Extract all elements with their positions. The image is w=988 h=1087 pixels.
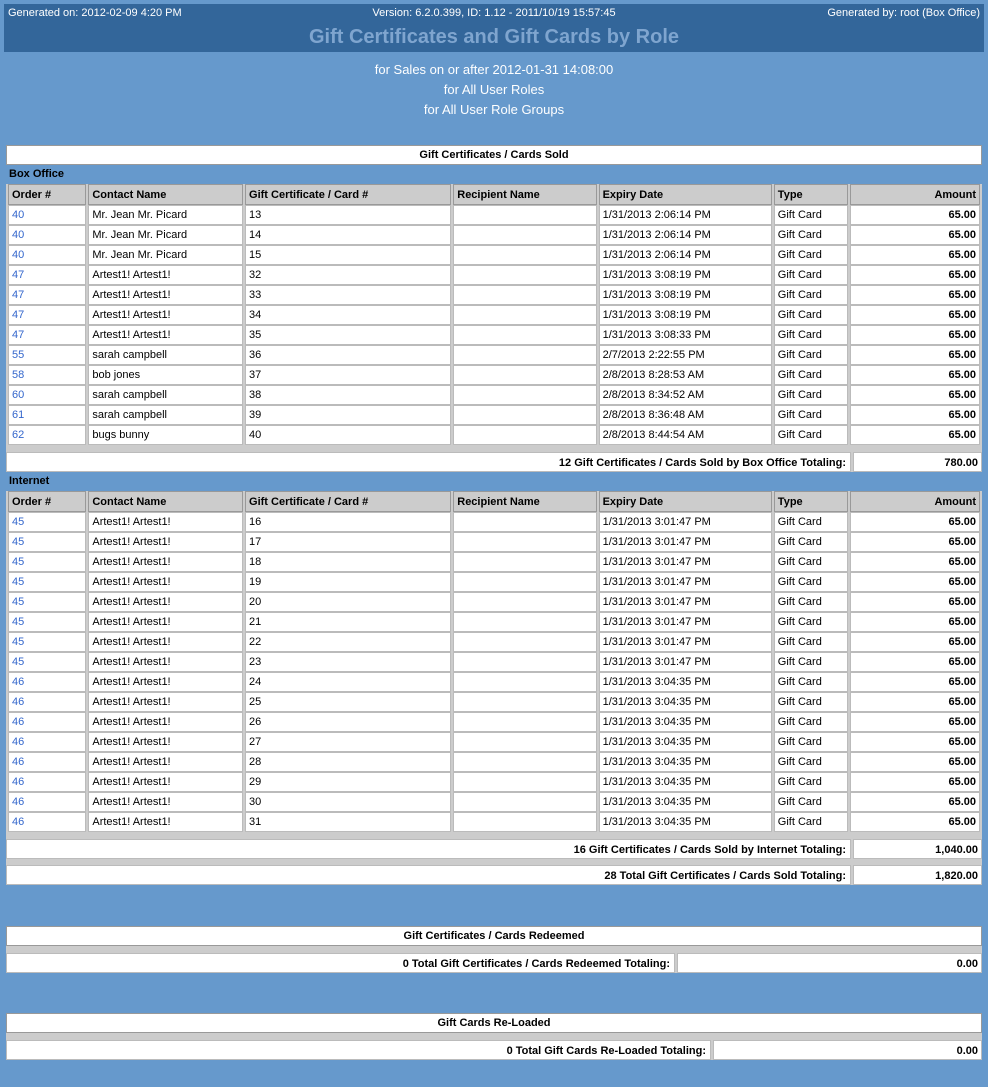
table-cell: 1/31/2013 3:01:47 PM (599, 572, 772, 592)
table-cell (453, 225, 596, 245)
sold-section (6, 145, 982, 885)
table-row (8, 365, 980, 385)
table-row (8, 812, 980, 832)
table-cell (453, 732, 596, 752)
table-cell: Gift Card (774, 752, 848, 772)
table-cell: Gift Card (774, 532, 848, 552)
table-cell: 27 (245, 732, 451, 752)
table-row (8, 792, 980, 812)
table-cell: sarah campbell (88, 405, 243, 425)
table-row (8, 405, 980, 425)
amount-cell: 65.00 (850, 225, 980, 245)
table-cell (453, 752, 596, 772)
order-link[interactable]: 46 (8, 732, 86, 752)
amount-cell: 65.00 (850, 285, 980, 305)
sold-table (6, 491, 982, 832)
order-link[interactable]: 47 (8, 325, 86, 345)
group-total-row (6, 452, 982, 472)
table-cell: 1/31/2013 3:04:35 PM (599, 732, 772, 752)
table-cell: 14 (245, 225, 451, 245)
amount-cell: 65.00 (850, 365, 980, 385)
grand-total-row (6, 865, 982, 885)
table-cell: Gift Card (774, 425, 848, 445)
group-total-value: 1,040.00 (853, 839, 982, 859)
table-cell: 1/31/2013 3:01:47 PM (599, 632, 772, 652)
redeemed-total-row (6, 953, 982, 973)
table-cell: 2/8/2013 8:34:52 AM (599, 385, 772, 405)
table-cell: Artest1! Artest1! (88, 285, 243, 305)
reloaded-total-value: 0.00 (713, 1040, 982, 1060)
amount-cell: 65.00 (850, 592, 980, 612)
report-title: Gift Certificates and Gift Cards by Role (4, 22, 984, 52)
column-header: Recipient Name (453, 184, 596, 205)
amount-cell: 65.00 (850, 405, 980, 425)
table-cell: 21 (245, 612, 451, 632)
amount-cell: 65.00 (850, 792, 980, 812)
table-row (8, 632, 980, 652)
table-cell: 28 (245, 752, 451, 772)
table-row (8, 652, 980, 672)
table-cell: Artest1! Artest1! (88, 552, 243, 572)
generated-by: Generated by: root (Box Office) (827, 7, 980, 19)
table-cell (453, 285, 596, 305)
table-row (8, 245, 980, 265)
table-cell: Gift Card (774, 345, 848, 365)
table-cell: Gift Card (774, 512, 848, 532)
column-header: Gift Certificate / Card # (245, 491, 451, 512)
order-link[interactable]: 55 (8, 345, 86, 365)
redeemed-total-label: 0 Total Gift Certificates / Cards Redeemed Totaling: (6, 953, 675, 973)
order-link[interactable]: 47 (8, 265, 86, 285)
table-cell: 1/31/2013 3:01:47 PM (599, 532, 772, 552)
table-cell: 1/31/2013 3:04:35 PM (599, 752, 772, 772)
table-cell: 32 (245, 265, 451, 285)
table-cell: Artest1! Artest1! (88, 692, 243, 712)
column-header: Gift Certificate / Card # (245, 184, 451, 205)
table-row (8, 325, 980, 345)
table-cell: Artest1! Artest1! (88, 572, 243, 592)
table-cell (453, 632, 596, 652)
table-cell (453, 512, 596, 532)
reloaded-section-title: Gift Cards Re-Loaded (6, 1013, 982, 1033)
group-total-label: 12 Gift Certificates / Cards Sold by Box Office Totaling: (6, 452, 851, 472)
reloaded-total-label: 0 Total Gift Cards Re-Loaded Totaling: (6, 1040, 711, 1060)
table-cell: Gift Card (774, 385, 848, 405)
table-cell: 24 (245, 672, 451, 692)
amount-cell: 65.00 (850, 512, 980, 532)
amount-cell: 65.00 (850, 632, 980, 652)
table-cell (453, 245, 596, 265)
table-row (8, 692, 980, 712)
table-cell: 40 (245, 425, 451, 445)
amount-cell: 65.00 (850, 812, 980, 832)
divider (6, 445, 982, 452)
table-cell: Artest1! Artest1! (88, 592, 243, 612)
amount-cell: 65.00 (850, 385, 980, 405)
table-cell: 1/31/2013 3:04:35 PM (599, 672, 772, 692)
column-header: Expiry Date (599, 184, 772, 205)
amount-cell: 65.00 (850, 205, 980, 225)
table-cell: Gift Card (774, 265, 848, 285)
amount-cell: 65.00 (850, 265, 980, 285)
column-header: Type (774, 184, 848, 205)
table-row (8, 572, 980, 592)
table-cell: 1/31/2013 3:04:35 PM (599, 712, 772, 732)
table-cell: 1/31/2013 3:08:33 PM (599, 325, 772, 345)
table-row (8, 552, 980, 572)
divider (6, 832, 982, 839)
redeemed-section (6, 926, 982, 973)
version-info: Version: 6.2.0.399, ID: 1.12 - 2011/10/19 15:57:45 (372, 7, 616, 19)
amount-cell: 65.00 (850, 772, 980, 792)
table-cell: 2/7/2013 2:22:55 PM (599, 345, 772, 365)
table-row (8, 532, 980, 552)
table-cell: 1/31/2013 3:08:19 PM (599, 305, 772, 325)
order-link[interactable]: 45 (8, 532, 86, 552)
generation-bar (4, 4, 984, 22)
column-header-row (8, 184, 980, 205)
table-cell: 1/31/2013 3:04:35 PM (599, 812, 772, 832)
amount-cell: 65.00 (850, 345, 980, 365)
table-cell: 1/31/2013 2:06:14 PM (599, 205, 772, 225)
table-cell: 1/31/2013 3:04:35 PM (599, 692, 772, 712)
order-link[interactable]: 61 (8, 405, 86, 425)
table-cell (453, 532, 596, 552)
amount-cell: 65.00 (850, 305, 980, 325)
table-cell: 33 (245, 285, 451, 305)
table-cell (453, 305, 596, 325)
order-link[interactable]: 40 (8, 225, 86, 245)
table-cell: 1/31/2013 3:01:47 PM (599, 512, 772, 532)
order-link[interactable]: 46 (8, 672, 86, 692)
amount-cell: 65.00 (850, 752, 980, 772)
group-heading: Internet (6, 472, 982, 491)
table-cell: 16 (245, 512, 451, 532)
table-cell: 34 (245, 305, 451, 325)
table-cell: 35 (245, 325, 451, 345)
order-link[interactable]: 46 (8, 812, 86, 832)
table-row (8, 205, 980, 225)
table-cell: 1/31/2013 3:08:19 PM (599, 265, 772, 285)
table-cell: 1/31/2013 2:06:14 PM (599, 245, 772, 265)
table-cell: Gift Card (774, 552, 848, 572)
order-link[interactable]: 47 (8, 285, 86, 305)
table-cell: Gift Card (774, 572, 848, 592)
column-header: Order # (8, 491, 86, 512)
table-cell: Gift Card (774, 612, 848, 632)
table-cell (453, 265, 596, 285)
order-link[interactable]: 46 (8, 792, 86, 812)
table-cell: Gift Card (774, 812, 848, 832)
table-cell: 1/31/2013 3:01:47 PM (599, 552, 772, 572)
amount-cell: 65.00 (850, 732, 980, 752)
table-cell: Gift Card (774, 772, 848, 792)
table-cell (453, 612, 596, 632)
order-link[interactable]: 60 (8, 385, 86, 405)
table-row (8, 512, 980, 532)
table-cell: Artest1! Artest1! (88, 812, 243, 832)
table-cell: Artest1! Artest1! (88, 632, 243, 652)
table-row (8, 752, 980, 772)
order-link[interactable]: 45 (8, 512, 86, 532)
column-header: Recipient Name (453, 491, 596, 512)
table-cell: Artest1! Artest1! (88, 325, 243, 345)
table-cell: Gift Card (774, 672, 848, 692)
sold-groups (6, 165, 982, 859)
table-cell: Gift Card (774, 632, 848, 652)
order-link[interactable]: 62 (8, 425, 86, 445)
table-cell: 1/31/2013 2:06:14 PM (599, 225, 772, 245)
table-row (8, 285, 980, 305)
table-cell: 13 (245, 205, 451, 225)
table-cell: Artest1! Artest1! (88, 792, 243, 812)
table-row (8, 385, 980, 405)
table-cell (453, 812, 596, 832)
table-row (8, 672, 980, 692)
table-cell: 2/8/2013 8:44:54 AM (599, 425, 772, 445)
sold-section-title: Gift Certificates / Cards Sold (6, 145, 982, 165)
table-row (8, 305, 980, 325)
table-cell: Artest1! Artest1! (88, 772, 243, 792)
table-cell (453, 652, 596, 672)
order-link[interactable]: 45 (8, 652, 86, 672)
order-link[interactable]: 45 (8, 552, 86, 572)
table-cell: Artest1! Artest1! (88, 752, 243, 772)
table-cell (453, 552, 596, 572)
table-cell: 1/31/2013 3:01:47 PM (599, 612, 772, 632)
table-cell (453, 205, 596, 225)
table-cell: 15 (245, 245, 451, 265)
divider (6, 1033, 982, 1040)
table-row (8, 425, 980, 445)
table-cell: Artest1! Artest1! (88, 732, 243, 752)
table-cell: Gift Card (774, 225, 848, 245)
table-cell: Gift Card (774, 405, 848, 425)
order-link[interactable]: 45 (8, 592, 86, 612)
amount-cell: 65.00 (850, 672, 980, 692)
column-header: Amount (850, 184, 980, 205)
table-cell (453, 365, 596, 385)
table-row (8, 772, 980, 792)
table-row (8, 345, 980, 365)
table-cell: Gift Card (774, 792, 848, 812)
table-cell: Artest1! Artest1! (88, 305, 243, 325)
table-cell: bugs bunny (88, 425, 243, 445)
table-cell: 31 (245, 812, 451, 832)
order-link[interactable]: 46 (8, 772, 86, 792)
table-cell: Gift Card (774, 692, 848, 712)
table-cell: 29 (245, 772, 451, 792)
subtitle-date: for Sales on or after 2012-01-31 14:08:00 (374, 62, 614, 77)
table-cell: Artest1! Artest1! (88, 652, 243, 672)
amount-cell: 65.00 (850, 532, 980, 552)
table-cell: Gift Card (774, 365, 848, 385)
table-cell: Artest1! Artest1! (88, 612, 243, 632)
group-total-row (6, 839, 982, 859)
table-cell: Gift Card (774, 732, 848, 752)
table-cell: 1/31/2013 3:01:47 PM (599, 652, 772, 672)
column-header: Contact Name (88, 184, 243, 205)
table-cell: bob jones (88, 365, 243, 385)
table-cell: Gift Card (774, 205, 848, 225)
table-row (8, 265, 980, 285)
amount-cell: 65.00 (850, 692, 980, 712)
table-cell: Artest1! Artest1! (88, 672, 243, 692)
table-cell: 37 (245, 365, 451, 385)
table-cell (453, 592, 596, 612)
table-cell: 2/8/2013 8:36:48 AM (599, 405, 772, 425)
amount-cell: 65.00 (850, 652, 980, 672)
table-cell: 2/8/2013 8:28:53 AM (599, 365, 772, 385)
table-cell: Gift Card (774, 652, 848, 672)
column-header: Type (774, 491, 848, 512)
generated-on: Generated on: 2012-02-09 4:20 PM (8, 7, 182, 19)
column-header: Contact Name (88, 491, 243, 512)
table-cell: Gift Card (774, 245, 848, 265)
group-heading: Box Office (6, 165, 982, 184)
table-cell: Gift Card (774, 712, 848, 732)
table-cell: 30 (245, 792, 451, 812)
table-cell: 20 (245, 592, 451, 612)
table-cell: 22 (245, 632, 451, 652)
table-cell: Artest1! Artest1! (88, 712, 243, 732)
order-link[interactable]: 58 (8, 365, 86, 385)
table-cell: 17 (245, 532, 451, 552)
table-cell (453, 405, 596, 425)
table-cell (453, 572, 596, 592)
table-cell: 1/31/2013 3:01:47 PM (599, 592, 772, 612)
order-link[interactable]: 45 (8, 632, 86, 652)
table-cell (453, 712, 596, 732)
order-link[interactable]: 45 (8, 572, 86, 592)
redeemed-total-value: 0.00 (677, 953, 982, 973)
grand-total-label: 28 Total Gift Certificates / Cards Sold Totaling: (6, 865, 851, 885)
table-cell: 1/31/2013 3:04:35 PM (599, 792, 772, 812)
table-cell: sarah campbell (88, 385, 243, 405)
table-cell: 23 (245, 652, 451, 672)
column-header-row (8, 491, 980, 512)
table-cell: 39 (245, 405, 451, 425)
amount-cell: 65.00 (850, 712, 980, 732)
table-row (8, 592, 980, 612)
order-link[interactable]: 46 (8, 712, 86, 732)
table-cell: 19 (245, 572, 451, 592)
table-cell: 1/31/2013 3:04:35 PM (599, 772, 772, 792)
table-cell: 38 (245, 385, 451, 405)
order-link[interactable]: 40 (8, 245, 86, 265)
table-cell (453, 325, 596, 345)
amount-cell: 65.00 (850, 425, 980, 445)
reloaded-section (6, 1013, 982, 1060)
table-cell (453, 772, 596, 792)
amount-cell: 65.00 (850, 572, 980, 592)
table-cell: 18 (245, 552, 451, 572)
redeemed-section-title: Gift Certificates / Cards Redeemed (6, 926, 982, 946)
table-cell: Gift Card (774, 305, 848, 325)
table-cell: 1/31/2013 3:08:19 PM (599, 285, 772, 305)
table-row (8, 225, 980, 245)
column-header: Order # (8, 184, 86, 205)
table-cell: 25 (245, 692, 451, 712)
table-cell: Gift Card (774, 592, 848, 612)
grand-total-value: 1,820.00 (853, 865, 982, 885)
amount-cell: 65.00 (850, 612, 980, 632)
table-cell (453, 672, 596, 692)
table-cell: 26 (245, 712, 451, 732)
table-cell: Artest1! Artest1! (88, 265, 243, 285)
divider (6, 946, 982, 953)
amount-cell: 65.00 (850, 325, 980, 345)
order-link[interactable]: 40 (8, 205, 86, 225)
table-cell: Artest1! Artest1! (88, 532, 243, 552)
table-row (8, 732, 980, 752)
group-total-label: 16 Gift Certificates / Cards Sold by Internet Totaling: (6, 839, 851, 859)
table-cell (453, 385, 596, 405)
table-cell: Mr. Jean Mr. Picard (88, 205, 243, 225)
group-total-value: 780.00 (853, 452, 982, 472)
table-cell (453, 345, 596, 365)
reloaded-total-row (6, 1040, 982, 1060)
order-link[interactable]: 46 (8, 752, 86, 772)
amount-cell: 65.00 (850, 245, 980, 265)
table-cell: Mr. Jean Mr. Picard (88, 225, 243, 245)
subtitle-roles: for All User Roles (443, 82, 545, 97)
order-link[interactable]: 45 (8, 612, 86, 632)
column-header: Amount (850, 491, 980, 512)
table-cell: Artest1! Artest1! (88, 512, 243, 532)
order-link[interactable]: 47 (8, 305, 86, 325)
amount-cell: 65.00 (850, 552, 980, 572)
table-row (8, 712, 980, 732)
table-cell: Gift Card (774, 285, 848, 305)
table-cell (453, 692, 596, 712)
table-cell: Gift Card (774, 325, 848, 345)
table-cell: 36 (245, 345, 451, 365)
subtitle-role-groups: for All User Role Groups (423, 102, 565, 117)
sold-table (6, 184, 982, 445)
table-cell (453, 792, 596, 812)
table-row (8, 612, 980, 632)
table-cell (453, 425, 596, 445)
table-cell: Mr. Jean Mr. Picard (88, 245, 243, 265)
order-link[interactable]: 46 (8, 692, 86, 712)
column-header: Expiry Date (599, 491, 772, 512)
table-cell: sarah campbell (88, 345, 243, 365)
